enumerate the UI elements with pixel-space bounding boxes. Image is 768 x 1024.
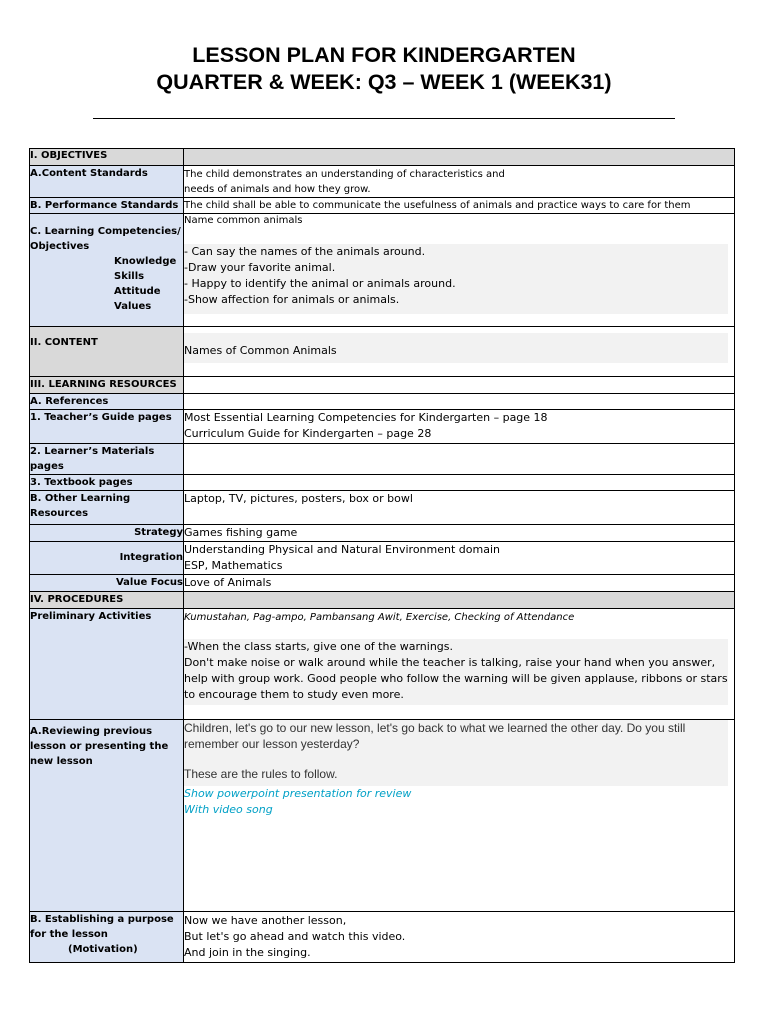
title-divider bbox=[93, 118, 675, 119]
table-row bbox=[30, 327, 735, 377]
objective-item: -Draw your favorite animal. bbox=[184, 261, 336, 274]
table-row bbox=[30, 444, 735, 475]
strategy-label: Strategy bbox=[30, 525, 184, 542]
table-row bbox=[30, 475, 735, 491]
table-row bbox=[30, 149, 735, 166]
content-section-label: II. CONTENT bbox=[30, 327, 184, 377]
teachers-guide-value: Most Essential Learning Competencies for Kindergarten – page 18 Curriculum Guide for Kindergarten – page 28 bbox=[184, 410, 735, 444]
teachers-guide-label: 1. Teacher’s Guide pages bbox=[30, 410, 184, 444]
page-subtitle: QUARTER & WEEK: Q3 – WEEK 1 (WEEK31) bbox=[156, 70, 612, 94]
competency-title: Name common animals bbox=[184, 215, 303, 226]
preliminary-routine: Kumustahan, Pag-ampo, Pambansang Awit, Exercise, Checking of Attendance bbox=[184, 612, 575, 623]
purpose-value: Now we have another lesson, But let's go ahead and watch this video. And join in the singing. bbox=[184, 912, 735, 963]
reviewing-value bbox=[184, 720, 735, 912]
table-row bbox=[30, 214, 735, 327]
skills-label: Skills bbox=[114, 271, 145, 282]
table-row bbox=[30, 166, 735, 198]
review-instruction: Show powerpoint presentation for review bbox=[184, 787, 412, 800]
objective-item: -Show affection for animals or animals. bbox=[184, 293, 400, 306]
section-filler bbox=[184, 149, 735, 166]
learners-materials-label: 2. Learner’s Materials pages bbox=[30, 444, 184, 475]
table-row bbox=[30, 575, 735, 592]
review-text: Children, let's go to our new lesson, let's go back to what we learned the other day. Do you still remember our lesson yesterday? bbox=[184, 721, 686, 751]
attitude-label: Attitude bbox=[114, 286, 161, 297]
preliminary-item: Don't make noise or walk around while the teacher is talking, raise your hand when you answer, help with group work. Good people who follow the warning will be given applause, ribbons or stars to encourage them to study even more. bbox=[184, 656, 728, 701]
review-instruction: With video song bbox=[184, 803, 273, 816]
other-resources-label: B. Other Learning Resources bbox=[30, 491, 184, 525]
table-row bbox=[30, 377, 735, 394]
review-text: These are the rules to follow. bbox=[184, 767, 338, 781]
performance-standards-label: B. Performance Standards bbox=[30, 198, 184, 214]
preliminary-label: Preliminary Activities bbox=[30, 609, 184, 720]
lesson-plan-table bbox=[29, 148, 735, 963]
preliminary-item: -When the class starts, give one of the warnings. bbox=[184, 640, 454, 653]
table-row bbox=[30, 542, 735, 575]
value-focus-value: Love of Animals bbox=[184, 575, 735, 592]
other-resources-value: Laptop, TV, pictures, posters, box or bowl bbox=[184, 491, 735, 525]
table-row bbox=[30, 609, 735, 720]
purpose-label: B. Establishing a purpose for the lesson (Motivation) bbox=[30, 912, 184, 963]
table-row bbox=[30, 410, 735, 444]
textbook-label: 3. Textbook pages bbox=[30, 475, 184, 491]
objective-item: - Can say the names of the animals around. bbox=[184, 245, 426, 258]
competencies-label: C. Learning Competencies/ Objectives Knowledge Skills Attitude Values bbox=[30, 214, 184, 327]
resources-section-label: III. LEARNING RESOURCES bbox=[30, 377, 184, 394]
values-label: Values bbox=[114, 301, 152, 312]
competencies-value bbox=[184, 214, 735, 327]
table-row bbox=[30, 198, 735, 214]
value-focus-label: Value Focus bbox=[30, 575, 184, 592]
procedures-section-label: IV. PROCEDURES bbox=[30, 592, 184, 609]
objective-item: - Happy to identify the animal or animals around. bbox=[184, 277, 456, 290]
preliminary-value bbox=[184, 609, 735, 720]
table-row bbox=[30, 592, 735, 609]
reviewing-label: A.Reviewing previous lesson or presenting the new lesson bbox=[30, 720, 184, 912]
objectives-section-label: I. OBJECTIVES bbox=[30, 149, 184, 166]
performance-standards-value: The child shall be able to communicate the usefulness of animals and practice ways to care for them bbox=[184, 198, 735, 214]
table-row bbox=[30, 525, 735, 542]
content-value: Names of Common Animals bbox=[184, 327, 735, 377]
content-standards-label: A.Content Standards bbox=[30, 166, 184, 198]
table-row bbox=[30, 720, 735, 912]
table-row bbox=[30, 912, 735, 963]
table-row bbox=[30, 491, 735, 525]
strategy-value: Games fishing game bbox=[184, 525, 735, 542]
integration-label: Integration bbox=[30, 542, 184, 575]
content-standards-value: The child demonstrates an understanding of characteristics and needs of animals and how they grow. bbox=[184, 166, 735, 198]
integration-value: Understanding Physical and Natural Environment domain ESP, Mathematics bbox=[184, 542, 735, 575]
knowledge-label: Knowledge bbox=[114, 256, 177, 267]
table-row bbox=[30, 394, 735, 410]
references-label: A. References bbox=[30, 394, 184, 410]
page-title: LESSON PLAN FOR KINDERGARTEN bbox=[192, 43, 576, 67]
